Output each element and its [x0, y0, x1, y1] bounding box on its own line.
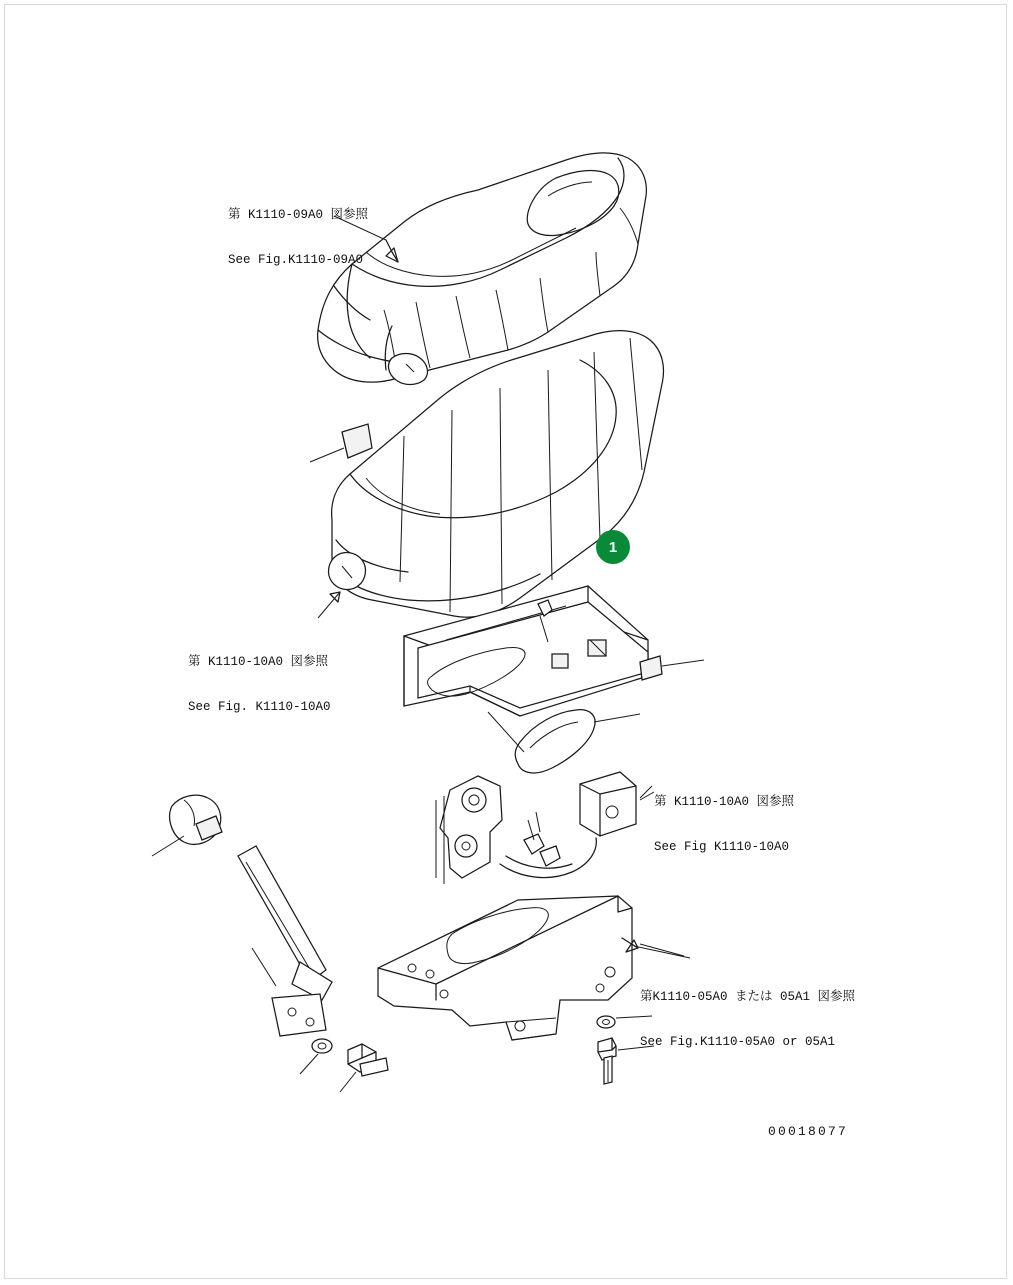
note-jp-text: 第 K1110-10A0 図参照	[188, 655, 329, 669]
note-k1110-10a0-left	[188, 625, 331, 745]
note-jp-text: 第K1110-05A0 または 05A1 図参照	[640, 990, 856, 1004]
drawing-number: 00018077	[768, 1124, 849, 1139]
note-en-text: See Fig.K1110-05A0 or 05A1	[640, 1035, 836, 1049]
note-en-text: See Fig K1110-10A0	[654, 840, 790, 854]
callout-1[interactable]	[596, 530, 630, 564]
callout-label: 1	[608, 538, 618, 556]
note-jp-text: 第 K1110-09A0 図参照	[228, 208, 369, 222]
note-k1110-05a0	[640, 960, 855, 1080]
note-en-text: See Fig.K1110-09A0	[228, 253, 364, 267]
note-k1110-10a0-right	[654, 765, 794, 885]
note-k1110-09a0	[228, 178, 368, 298]
adjust-lever-assembly	[152, 795, 388, 1092]
note-en-text: See Fig. K1110-10A0	[188, 700, 331, 714]
note-jp-text: 第 K1110-10A0 図参照	[654, 795, 795, 809]
recliner-mechanism	[436, 772, 654, 884]
